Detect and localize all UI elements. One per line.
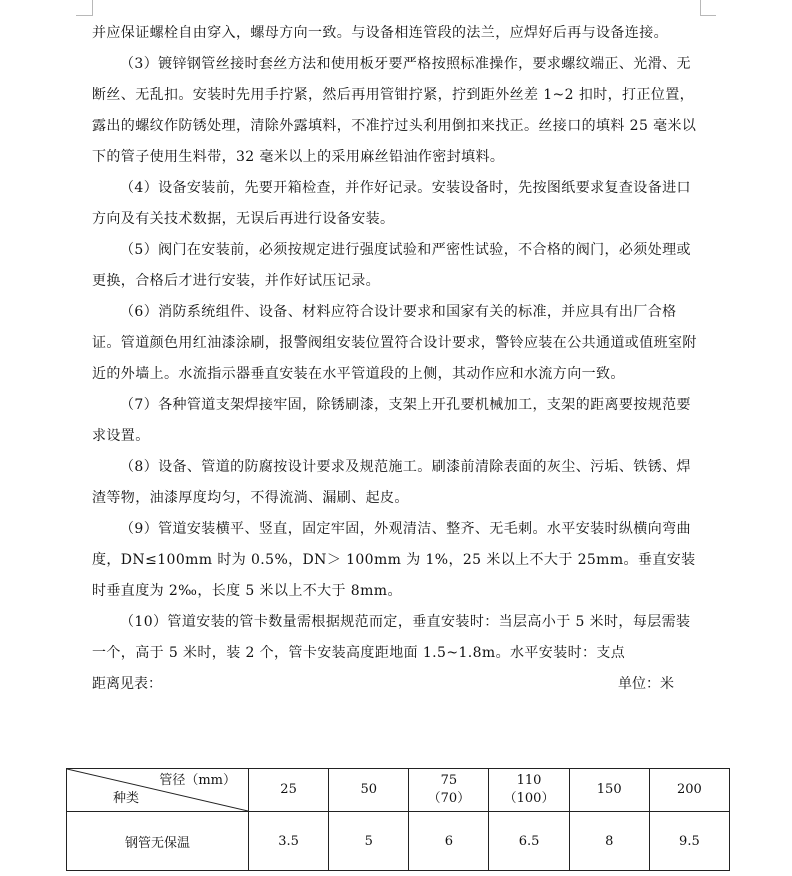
table-cell: 6.5 [489,812,569,871]
header-cell-75: 75 （70） [409,769,489,812]
header-cell-50: 50 [329,769,409,812]
paragraph-5: （5）阀门在安装前，必须按规定进行强度试验和严密性试验，不合格的阀门，必须处理或更换，合格后才进行安装，并作好试压记录。 [92,242,691,289]
table-header-row [67,769,730,812]
paragraph-4: （4）设备安装前，先要开箱检查，并作好记录。安装设备时，先按图纸要求复查设备进口方向及有关技术数据，无误后再进行设备安装。 [92,180,691,227]
unit-label: 单位：米 [618,676,674,692]
table-cell: 9.5 [649,812,729,871]
table-corner-cell [67,769,249,812]
margin-mark-left-h [76,15,92,16]
document-body [92,18,702,700]
corner-header-type: 种类 [113,791,140,806]
table-caption: 距离见表： [92,676,162,692]
paragraph-3: （3）镀锌钢管丝接时套丝方法和使用板牙要严格按照标准操作，要求螺纹端正、光滑、无断丝、无乱扣。安装时先用手拧紧，然后再用管钳拧紧，拧到距外丝差 1~2 扣时，打正位置，露出的螺纹作防锈处理，清除外露填料，不准拧过头利用倒扣来找正。丝接口的填料 25 毫米以下的管子使用生料带，32 毫米以上的采用麻丝铅油作密封填料。 [92,56,697,165]
table-row [67,812,730,871]
table-cell: 5 [329,812,409,871]
table-caption-line [92,669,702,700]
paragraph-continued: 并应保证螺栓自由穿入，螺母方向一致。与设备相连管段的法兰，应焊好后再与设备连接。 [92,25,668,41]
table-cell: 3.5 [249,812,329,871]
margin-mark-right [700,0,701,16]
support-spacing-table [66,768,730,871]
paragraph-10: （10）管道安装的管卡数量需根据规范而定，垂直安装时：当层高小于 5 米时，每层需装一个，高于 5 米时，装 2 个，管卡安装高度距地面 1.5~1.8m。水平安装时：支点 [92,614,691,661]
paragraph-8: （8）设备、管道的防腐按设计要求及规范施工。刷漆前清除表面的灰尘、污垢、铁锈、焊渣等物，油漆厚度均匀，不得流淌、漏刷、起皮。 [92,459,691,506]
header-cell-25: 25 [249,769,329,812]
paragraph-6: （6）消防系统组件、设备、材料应符合设计要求和国家有关的标准，并应具有出厂合格证。管道颜色用红油漆涂刷，报警阀组安装位置符合设计要求，警铃应装在公共通道或值班室附近的外墙上。水流指示器垂直安装在水平管道段的上侧，其动作应和水流方向一致。 [92,304,697,382]
row-label: 钢管无保温 [67,812,249,871]
margin-mark-left [92,0,93,16]
header-cell-200: 200 [649,769,729,812]
header-cell-150: 150 [569,769,649,812]
header-cell-110: 110 （100） [489,769,569,812]
paragraph-7: （7）各种管道支架焊接牢固，除锈刷漆，支架上开孔要机械加工，支架的距离要按规范要求设置。 [92,397,691,444]
margin-mark-right-h [700,15,716,16]
corner-header-pipe-diameter: 管径（mm） [159,773,236,788]
table-cell: 8 [569,812,649,871]
table-cell: 6 [409,812,489,871]
paragraph-9: （9）管道安装横平、竖直，固定牢固，外观清洁、整齐、无毛刺。水平安装时纵横向弯曲度，DN≤100mm 时为 0.5%，DN＞ 100mm 为 1%，25 米以上不大于 25mm。垂直安装时垂直度为 2‰，长度 5 米以上不大于 8mm。 [92,521,696,599]
